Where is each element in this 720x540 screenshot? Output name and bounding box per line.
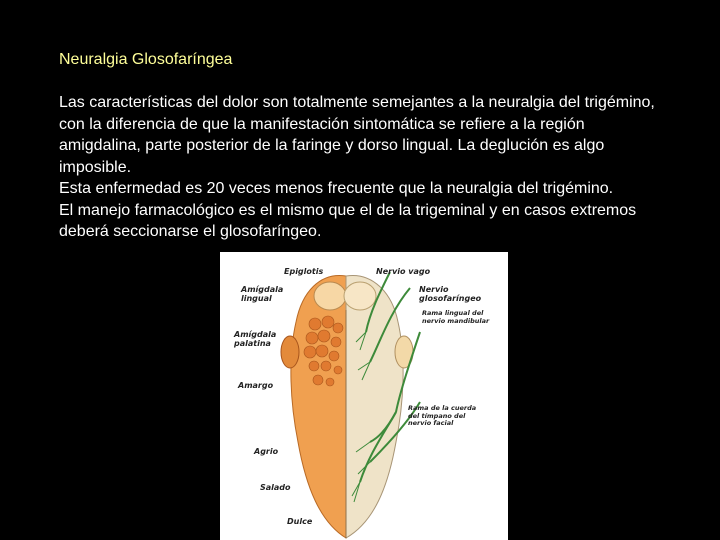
label-rama-lingual: Rama lingual del nervio mandibular xyxy=(422,309,490,325)
label-amigdala-lingual: Amígdala lingual xyxy=(241,285,284,303)
label-amargo: Amargo xyxy=(238,381,274,390)
label-nervio-vago: Nervio vago xyxy=(376,267,431,276)
slide-body xyxy=(59,92,659,243)
label-amigdala-palatina: Amígdala palatina xyxy=(234,330,277,348)
label-agrio: Agrio xyxy=(254,447,279,456)
label-nervio-glosofaringeo: Nervio glosofaríngeo xyxy=(419,285,482,303)
label-salado: Salado xyxy=(260,483,291,492)
label-dulce: Dulce xyxy=(287,517,313,526)
palatine-tonsil-left xyxy=(281,336,299,368)
paragraph-treatment: El manejo farmacológico es el mismo que el de la trigeminal y en casos extremos deberá seccionarse el glosofaríngeo. xyxy=(59,201,637,240)
slide-title: Neuralgia Glosofaríngea xyxy=(59,51,233,68)
tongue-anatomy-figure xyxy=(220,252,508,540)
label-epiglotis: Epiglotis xyxy=(284,267,324,276)
paragraph-symptoms: Las características del dolor son totalmente semejantes a la neuralgia del trigémino, con la diferencia de que la manifestación sintomática se refiere a la región amigdalina, parte posterior de la faringe y dorso lingual. La deglución es algo imposible. xyxy=(59,94,655,176)
epiglottis-left xyxy=(314,282,346,310)
label-rama-cuerda-timpano: Rama de la cuerda del tímpano del nervio facial xyxy=(408,404,477,427)
epiglottis-right xyxy=(344,282,376,310)
paragraph-frequency: Esta enfermedad es 20 veces menos frecuente que la neuralgia del trigémino. xyxy=(59,180,614,197)
tongue-left-half xyxy=(291,275,346,538)
